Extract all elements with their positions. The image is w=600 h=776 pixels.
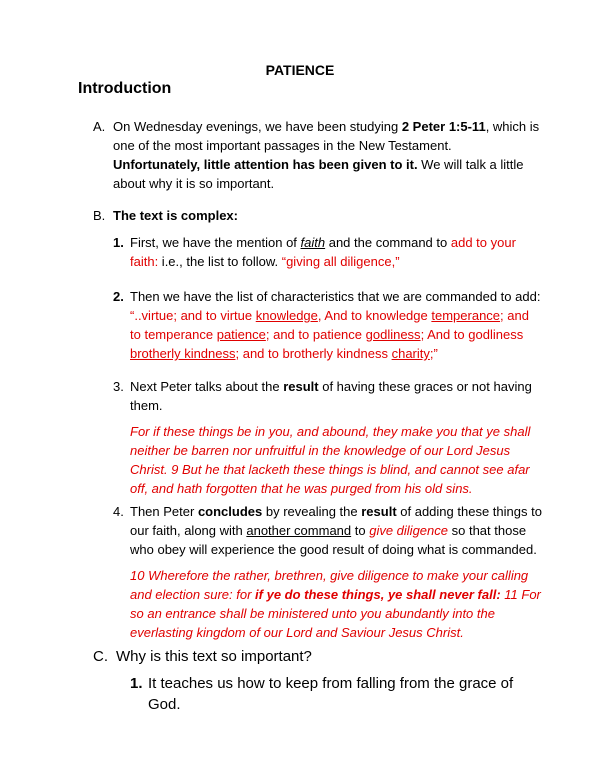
b-item3-text: Next Peter talks about the result of having these graces or not having them. xyxy=(130,379,532,413)
introduction-heading: Introduction xyxy=(78,80,172,97)
section-c-marker: C. xyxy=(93,648,108,665)
b-item2-marker: 2. xyxy=(113,289,124,304)
b-item4-text: Then Peter concludes by revealing the result of adding these things to our faith, along with another command to give diligence so that those who obey will experience the good result of doing what is commanded. xyxy=(130,504,542,557)
b-item1-marker: 1. xyxy=(113,235,124,250)
b-item3-marker: 3. xyxy=(113,379,124,394)
b-item3-scripture-quote: For if these things be in you, and abound, they make you that ye shall neither be barren nor unfruitful in the knowledge of our Lord Jesus Christ. 9 But he that lacketh these things is blind, and cannot see afar off, and hath forgotten that he was purged from his old sins. xyxy=(130,424,531,496)
b-item4-marker: 4. xyxy=(113,504,124,519)
section-b-marker: B. xyxy=(93,208,106,223)
b-item2-text: Then we have the list of characteristics that we are commanded to add: “..virtue; and to virtue knowledge, And to knowledge temperance; and to temperance patience; and to patience godliness; And to godliness brotherly kindness; and to brotherly kindness charity;” xyxy=(130,289,541,361)
c-item1-marker: 1. xyxy=(130,675,143,692)
b-item4-scripture-quote: 10 Wherefore the rather, brethren, give diligence to make your calling and election sure: for if ye do these things, ye shall never fall: 11 For so an entrance shall be ministered unto you abundantly into the everlasting kingdom of our Lord and Saviour Jesus Christ. xyxy=(130,568,541,640)
b-item1-text: First, we have the mention of faith and the command to add to your faith: i.e., the list to follow. “giving all diligence,” xyxy=(130,235,516,269)
section-a-marker: A. xyxy=(93,119,106,134)
section-c-heading: Why is this text so important? xyxy=(116,648,312,665)
page-title: PATIENCE xyxy=(265,62,335,78)
section-b-heading: The text is complex: xyxy=(113,208,238,223)
section-a-text: On Wednesday evenings, we have been studying 2 Peter 1:5-11, which is one of the most important passages in the New Testament. Unfortunately, little attention has been given to it. We will talk a little about why it is so important. xyxy=(113,119,540,191)
c-item1-text: It teaches us how to keep from falling from the grace of God. xyxy=(148,675,514,713)
